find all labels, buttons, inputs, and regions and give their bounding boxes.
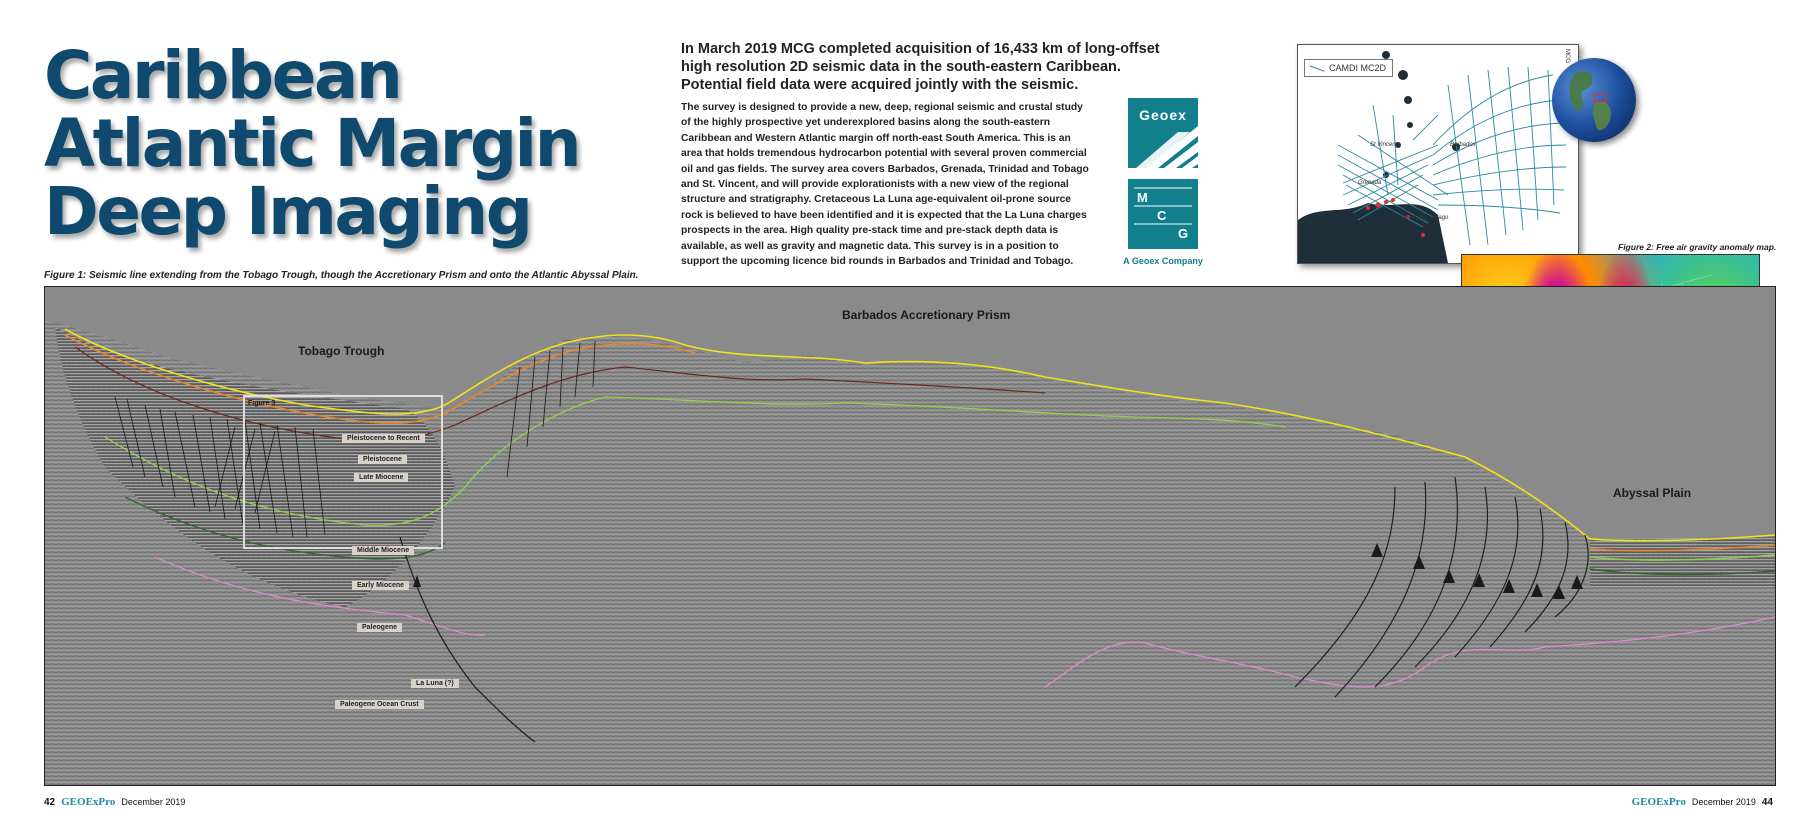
footer-left (44, 796, 185, 808)
region-label-abyssal-plain: Abyssal Plain (1613, 486, 1692, 500)
map-label-trinidad: Trinidad & Tobago (1400, 215, 1449, 221)
survey-map (1297, 44, 1579, 264)
globe-icon (1552, 58, 1636, 142)
mcg-logo (1128, 179, 1198, 249)
map-label-st-vincent: St Vincent (1370, 142, 1398, 148)
figure-2-caption: Figure 2: Free air gravity anomaly map. (1618, 242, 1777, 252)
survey-grid-map (1298, 45, 1578, 263)
figure-3-label: Figure 3 (248, 400, 276, 407)
page-number-right: 44 (1761, 797, 1773, 808)
horizon-tag-paleogene-ocean-crust: Paleogene Ocean Crust (335, 700, 424, 709)
geoex-logo (1128, 98, 1198, 168)
horizon-tag-la-luna: La Luna (?) (411, 679, 459, 688)
logo-tagline: A Geoex Company (1123, 256, 1203, 266)
footer-brand-right: GEOExPro (1631, 796, 1686, 808)
region-label-barbados-prism: Barbados Accretionary Prism (842, 308, 1011, 322)
horizon-tag-pleistocene-recent: Pleistocene to Recent (342, 434, 425, 443)
map-credit: MCG (1564, 49, 1570, 63)
figure-3-box (243, 395, 443, 549)
geoex-logo-stripes-icon (1128, 98, 1198, 168)
title-line-2: Atlantic Margin (44, 105, 580, 182)
title-line-3: Deep Imaging (44, 173, 531, 250)
page-number-left: 42 (44, 797, 56, 808)
title-line-1: Caribbean (44, 37, 401, 114)
horizon-tag-middle-miocene: Middle Miocene (352, 546, 414, 555)
horizon-tag-paleogene: Paleogene (357, 623, 402, 632)
mcg-letter-m: M (1137, 190, 1148, 205)
lead-paragraph: In March 2019 MCG completed acquisition of 16,433 km of long-offset high resolution 2D seismic data in the south-eastern Caribbean. Potential field data were acquired jointly with the seismic. (681, 41, 1160, 93)
map-label-barbados: Barbados (1450, 142, 1476, 148)
region-label-tobago-trough: Tobago Trough (298, 344, 385, 358)
footer-right (1632, 796, 1773, 808)
map-label-grenada: Grenada (1358, 180, 1382, 186)
legend-label: CAMDI MC2D (1329, 63, 1387, 73)
legend-line-icon (1309, 65, 1324, 71)
article-title (44, 37, 580, 250)
footer-date-left: December 2019 (121, 797, 186, 807)
seismic-section (44, 286, 1776, 786)
figure-1-caption: Figure 1: Seismic line extending from the Tobago Trough, though the Accretionary Prism and onto the Atlantic Abyssal Plain. (44, 270, 639, 281)
horizon-tag-late-miocene: Late Miocene (354, 473, 408, 482)
mcg-letter-c: C (1157, 208, 1167, 223)
mcg-letter-g: G (1178, 226, 1189, 241)
footer-date-right: December 2019 (1691, 797, 1756, 807)
geoex-logo-text: Geoex (1139, 107, 1187, 123)
survey-map-legend (1304, 59, 1393, 77)
body-paragraph: The survey is designed to provide a new, deep, regional seismic and crustal study of the highly prospective yet underexplored basins along the south-eastern Caribbean and Western Atlantic margin off north-east South America. This is an area that holds tremendous hydrocarbon potential with several proven commercial oil and gas fields. The survey area covers Barbados, Grenada, Trinidad and Tobago and St. Vincent, and will provide explorationists with a new view of the regional structure and stratigraphy. Cretaceous La Luna age-equivalent oil-prone source rock is believed to have been identified and it is expected that the La Luna charges prospects in the area. High quality pre-stack time and pre-stack depth data is available, as well as gravity and magnetic data. This survey is in a position to support the upcoming licence bid rounds in Barbados and Trinidad and Tobago. (681, 102, 1089, 268)
horizon-tag-pleistocene: Pleistocene (358, 455, 407, 464)
footer-brand-left: GEOExPro (61, 796, 116, 808)
horizon-tag-early-miocene: Early Miocene (352, 581, 409, 590)
